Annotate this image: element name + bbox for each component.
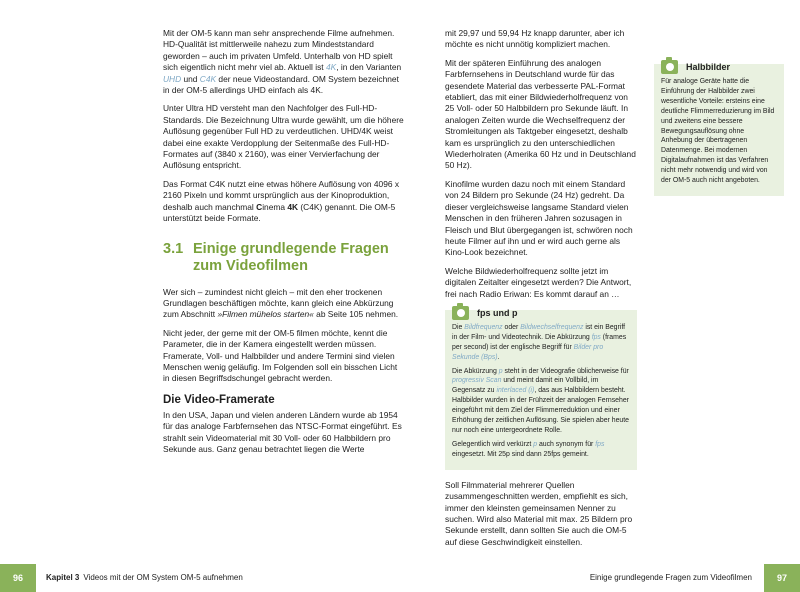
info-box-paragraph <box>452 323 630 363</box>
text: Die <box>452 323 465 331</box>
text: Das Format C4K nutzt eine etwas höhere Auflösung von 4096 x 2160 Pixeln und kommt ursprünglich aus der Kinoproduktion, deshalb auch manchmal <box>163 178 400 212</box>
paragraph-pal: Mit der späteren Einführung des analogen Farbfernsehens in Deutschland wurde für das gesendete Material das verbesserte PAL-Format etabliert, das mit einer Bildwiederholfrequenz von 25 Voll- oder 50 Halbbildern pro Sekunde läuft. In analogen Zeiten wurde die Wechselfrequenz der Stromleitungen als Taktgeber eingesetzt, deshalb kam es ursprünglich zu den unterschiedlichen Wiederholraten (Amerika 60 Hz und in Deutschland 50 Hz). <box>445 57 636 171</box>
text: (frames per second) ist der englische Begriff für <box>452 333 627 351</box>
paragraph-cinema: Kinofilme wurden dazu noch mit einem Standard von 24 Bildern pro Sekunde (24 Hz) gedreht. Da dieser vergleichsweise langsame Standard vielen Menschen in den früheren Jahren sozusagen in Fleisch und Blut übergegangen ist, schwören noch heute Filmer auf ihn und er wird auch gerne als Kino-Look bezeichnet. <box>445 178 633 258</box>
bold-term: 4K <box>287 201 299 212</box>
section-heading <box>163 241 405 275</box>
text: ab Seite 105 nehmen. <box>313 309 399 320</box>
paragraph-recommendation: Soll Filmmaterial mehrerer Quellen zusammengeschnitten werden, empfiehlt es sich, immer den kleinsten gemeinsamen Nenner zu suchen. Wird also Material mit max. 25 Bildern pro Sekunde erstellt, dann sollten Sie auch die OM-5 auf diese Geschwindigkeit einstellen. <box>445 479 633 547</box>
text: , das aus Halbbildern besteht. Halbbilder wurden in der Frühzeit der analogen Fernseher eingeführt mit dem Ziel der Flimmerreduktion und einer Erhöhung der zeitlichen Auflösung. Sie spielen aber heute nur noch eine untergeordnete Rolle. <box>452 387 629 434</box>
text: steht in der Videografie üblicherweise für <box>502 367 629 375</box>
left-column <box>163 28 405 462</box>
paragraph-parameters: Nicht jeder, der gerne mit der OM-5 filmen möchte, kennt die Parameter, die in der Kamera eingestellt werden müssen. Framerate, Voll- und Halbbilder und andere Termini sind vielen Menschen wenig geläufig. Im Folgenden soll ein bisschen Licht in diesen Begriffsdschungel gebracht werden. <box>163 327 398 384</box>
paragraph-c4k <box>163 179 405 225</box>
middle-column <box>445 28 637 555</box>
text: Mit der OM-5 kann man sehr ansprechende Filme aufnehmen. HD-Qualität ist mittlerweile nahezu zum Mindeststandard geworden – auch im privaten Umfeld. Unterhalb von HD spielt sich eigentlich nicht mehr viel ab. Aktuell ist <box>163 28 395 73</box>
section-title-line1: Einige grundlegende Fragen <box>193 240 389 257</box>
paragraph-continued: mit 29,97 und 59,94 Hz knapp darunter, aber ich möchte es nicht unnötig kompliziert machen. <box>445 28 625 50</box>
text: . <box>497 353 500 361</box>
paragraph-intro <box>163 28 405 96</box>
text: oder <box>502 323 521 331</box>
info-box-header <box>452 306 630 320</box>
chapter-label <box>46 573 243 582</box>
text: (C4K) genannt. Die OM-5 unterstützt beide Formate. <box>163 201 396 224</box>
text: Wer sich – zumindest nicht gleich – mit den eher trockenen Grundlagen beschäftigen möchte, kann gleich eine Abkürzung zum Abschnitt <box>163 286 394 320</box>
term: p <box>533 440 538 448</box>
bold-letter: C <box>256 201 263 212</box>
camera-icon <box>452 306 469 320</box>
term: Bildfrequenz <box>464 323 503 331</box>
text: Gelegentlich wird verkürzt <box>452 440 534 448</box>
text: auch synonym für <box>537 440 596 448</box>
section-number: 3.1 <box>163 240 184 257</box>
term-c4k: C4K <box>199 73 217 84</box>
term: p <box>498 367 503 375</box>
camera-icon <box>661 60 678 74</box>
text: und meint damit ein Vollbild, im Gegensatz zu <box>452 377 599 395</box>
info-box-header <box>661 60 777 74</box>
term-uhd: UHD <box>163 73 182 84</box>
subheading: Die Video-Framerate <box>163 393 275 406</box>
text: , in den Varianten <box>336 62 402 73</box>
info-box-paragraph: Für analoge Geräte hatte die Einführung der Halbbilder zwei wesentliche Vorteile: ersteins eine deutliche Flimmerreduzierung im Bild und zweitens eine bessere Bewegungsauflösung ohne Anhebung der übertragenen Datenmenge. Bei modernen Digitalaufnahmen ist das Verfahren nicht mehr notwendig und wird von der OM-5 auch nicht angeboten. <box>661 78 775 185</box>
info-box-title: Halbbilder <box>686 62 731 72</box>
term: fps <box>595 440 605 448</box>
text: der neue Videostandard. OM System bezeichnet in der OM-5 allerdings UHD einfach als 4K. <box>163 73 399 96</box>
text: und <box>181 73 200 84</box>
text: eingesetzt. Mit 25p sind dann 25fps gemeint. <box>452 450 589 458</box>
section-title-line2: zum Videofilmen <box>193 257 308 274</box>
info-box-fps <box>445 307 637 470</box>
paragraph-shortcut <box>163 287 405 321</box>
info-box-title: fps und p <box>477 307 518 318</box>
page-number-right: 97 <box>764 564 800 592</box>
text: inema <box>262 201 288 212</box>
paragraph-ntsc: In den USA, Japan und vielen anderen Ländern wurde ab 1954 für das analoge Farbfernsehen das NTSC-Format eingeführt. Es strahlt sein Videomaterial mit 30 Voll- oder 60 Halbbildern pro Sekunde aus. Ganz genau betrachtet liegen die Werte <box>163 409 402 454</box>
text: Die Abkürzung <box>452 367 499 375</box>
paragraph-question: Welche Bildwiederholfrequenz sollte jetzt im digitalen Zeitalter eingesetzt werden? Die Antwort, frei nach Radio Eriwan: Es kommt darauf an … <box>445 265 632 299</box>
term: Bilder pro Sekunde (Bps) <box>452 343 604 361</box>
info-box-halbbilder <box>654 64 784 196</box>
term: interlaced (i) <box>496 387 535 395</box>
text: ist ein Begriff in der Film- und Videotechnik. Die Abkürzung <box>452 323 626 341</box>
info-box-paragraph <box>452 440 630 460</box>
section-label: Einige grundlegende Fragen zum Videofilmen <box>589 573 752 582</box>
info-box-paragraph <box>452 367 630 436</box>
page-footer <box>0 564 800 592</box>
chapter-title: Videos mit der OM System OM-5 aufnehmen <box>83 573 243 582</box>
term: progressiv Scan <box>452 377 502 385</box>
cross-reference: »Filmen mühelos starten« <box>217 309 314 320</box>
term: fps <box>591 333 601 341</box>
paragraph-ultra-hd: Unter Ultra HD versteht man den Nachfolger des Full-HD-Standards. Die Bezeichnung Ultra wurde gewählt, um die höhere Auflösung gegenüber Full HD zu verdeutlichen. UHD/4K weist dabei eine exakte Verdopplung der Seitenmaße des Full-HD-Formates auf (3840 x 2160), was einer Vervierfachung der Auflösung entspricht. <box>163 103 404 171</box>
term: Bildwechselfrequenz <box>520 323 584 331</box>
term-4k: 4K <box>325 62 337 73</box>
chapter-number: Kapitel 3 <box>46 573 80 582</box>
page-number-left: 96 <box>0 564 36 592</box>
margin-column <box>654 28 784 206</box>
